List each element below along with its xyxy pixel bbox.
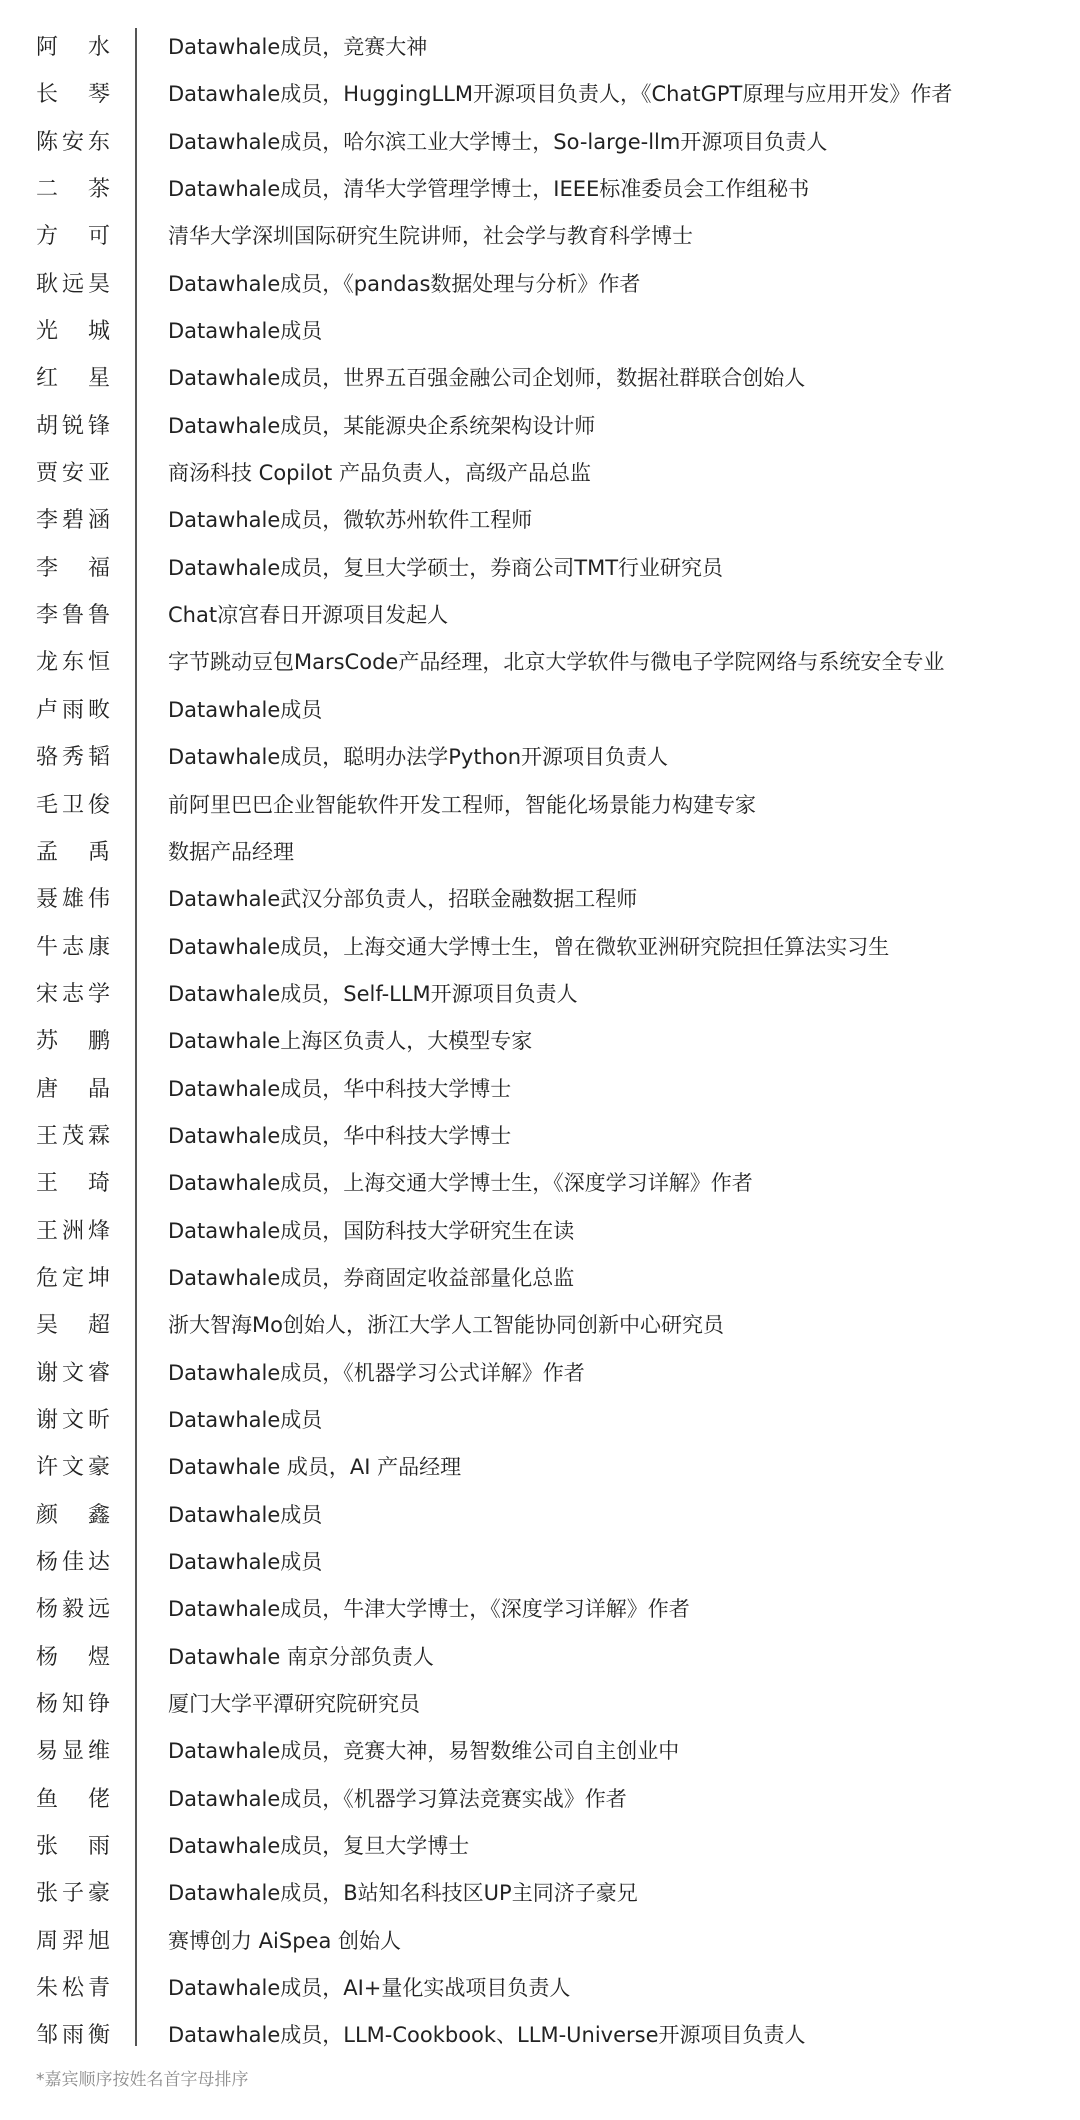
list-item <box>0 1066 1080 1113</box>
guest-description: Datawhale成员，竞赛大神 <box>168 35 428 59</box>
guest-name: 王洲烽 <box>36 1218 110 1244</box>
list-item <box>0 403 1080 450</box>
list-item <box>0 1965 1080 2012</box>
list-item <box>0 687 1080 734</box>
guest-description: 清华大学深圳国际研究生院讲师，社会学与教育科学博士 <box>168 224 693 249</box>
guest-description: Datawhale成员 <box>168 1550 323 1574</box>
list-item <box>0 1586 1080 1633</box>
list-item <box>0 1634 1080 1681</box>
list-item <box>0 876 1080 923</box>
guest-description: Datawhale成员 <box>168 319 323 344</box>
guest-name: 王 琦 <box>36 1171 110 1197</box>
guest-description: Datawhale 成员，AI 产品经理 <box>168 1455 462 1480</box>
guest-name: 杨 煜 <box>36 1644 110 1670</box>
guest-description: 赛博创力 AiSpea 创始人 <box>168 1928 401 1953</box>
guest-description: Datawhale成员，HuggingLLM开源项目负责人，《ChatGPT原理与应用开发》作者 <box>168 82 953 107</box>
guest-description: Datawhale成员，B站知名科技区UP主同济子豪兄 <box>168 1881 638 1906</box>
guest-description: Datawhale 南京分部负责人 <box>168 1644 434 1669</box>
list-item <box>0 782 1080 829</box>
guest-name: 阿 水 <box>36 35 110 60</box>
guest-description: Datawhale成员，LLM-Cookbook、LLM-Universe开源项目负责人 <box>168 2023 806 2048</box>
guest-description: Datawhale成员，券商固定收益部量化总监 <box>168 1265 575 1290</box>
guest-name: 李鲁鲁 <box>36 603 110 629</box>
guest-description: Datawhale成员，《机器学习公式详解》作者 <box>168 1360 585 1385</box>
list-item <box>0 1776 1080 1823</box>
guest-description: 浙大智海Mo创始人，浙江大学人工智能协同创新中心研究员 <box>168 1313 724 1338</box>
guest-name: 朱松青 <box>36 1976 110 2002</box>
guest-name: 李碧涵 <box>36 508 110 534</box>
guest-description: Datawhale成员，牛津大学博士，《深度学习详解》作者 <box>168 1597 690 1622</box>
guest-description: Datawhale成员，复旦大学博士 <box>168 1834 470 1859</box>
guest-name: 红 星 <box>36 366 110 392</box>
guest-description: Datawhale成员，微软苏州软件工程师 <box>168 508 533 533</box>
list-item <box>0 2012 1080 2059</box>
list-item <box>0 734 1080 781</box>
list-item <box>0 971 1080 1018</box>
guest-description: Datawhale成员，华中科技大学博士 <box>168 1076 512 1101</box>
list-item <box>0 261 1080 308</box>
guest-name: 牛志康 <box>36 934 110 960</box>
guest-description: Datawhale成员，Self-LLM开源项目负责人 <box>168 981 578 1006</box>
guest-description: Datawhale成员，《机器学习算法竞赛实战》作者 <box>168 1786 627 1811</box>
guest-description: Chat凉宫春日开源项目发起人 <box>168 603 449 628</box>
guest-name: 唐 晶 <box>36 1076 110 1102</box>
list-item <box>0 71 1080 118</box>
guest-name: 聂雄伟 <box>36 887 110 913</box>
guest-name: 吴 超 <box>36 1313 110 1339</box>
guest-name: 李 福 <box>36 555 110 581</box>
list-item <box>0 1444 1080 1491</box>
list-item <box>0 450 1080 497</box>
guest-description: Datawhale成员，某能源央企系统架构设计师 <box>168 413 596 438</box>
guest-description: Datawhale成员，复旦大学硕士，券商公司TMT行业研究员 <box>168 555 724 580</box>
list-item <box>0 1539 1080 1586</box>
list-item <box>0 592 1080 639</box>
guest-name: 周羿旭 <box>36 1928 110 1954</box>
guest-description: Datawhale成员，竞赛大神，易智数维公司自主创业中 <box>168 1739 680 1764</box>
guest-name: 二 茶 <box>36 177 110 203</box>
list-item <box>0 1208 1080 1255</box>
list-item <box>0 1870 1080 1917</box>
guest-name: 张 雨 <box>36 1834 110 1860</box>
guest-name: 胡锐锋 <box>36 413 110 439</box>
guest-name: 谢文昕 <box>36 1407 110 1433</box>
guest-name: 方 可 <box>36 224 110 250</box>
list-item <box>0 545 1080 592</box>
list-item <box>0 1728 1080 1775</box>
guest-description: Datawhale成员，AI+量化实战项目负责人 <box>168 1976 571 2001</box>
guest-name: 龙东恒 <box>36 650 110 676</box>
guest-description: 数据产品经理 <box>168 839 294 864</box>
list-item <box>0 1397 1080 1444</box>
guest-name: 鱼 佬 <box>36 1786 110 1812</box>
guest-description: Datawhale成员 <box>168 697 323 722</box>
guest-description: Datawhale成员，国防科技大学研究生在读 <box>168 1218 575 1243</box>
guest-name: 光 城 <box>36 319 110 345</box>
list-item <box>0 1160 1080 1207</box>
list-item <box>0 1018 1080 1065</box>
guest-name: 宋志学 <box>36 981 110 1007</box>
list-item <box>0 1302 1080 1349</box>
column-divider <box>135 28 137 2046</box>
guest-description: Datawhale成员，上海交通大学博士生，《深度学习详解》作者 <box>168 1171 753 1196</box>
list-item <box>0 24 1080 71</box>
guest-name: 许文豪 <box>36 1455 110 1481</box>
guest-description: Datawhale成员，上海交通大学博士生，曾在微软亚洲研究院担任算法实习生 <box>168 934 890 959</box>
list-item <box>0 1918 1080 1965</box>
guest-name: 杨佳达 <box>36 1550 110 1575</box>
guest-name: 长 琴 <box>36 82 110 108</box>
guest-description: 商汤科技 Copilot 产品负责人，高级产品总监 <box>168 461 591 486</box>
guest-name: 毛卫俊 <box>36 792 110 818</box>
guest-description: Datawhale成员 <box>168 1407 323 1432</box>
guest-description: Datawhale成员，《pandas数据处理与分析》作者 <box>168 271 641 296</box>
list-item <box>0 1255 1080 1302</box>
guest-name: 颜 鑫 <box>36 1502 110 1528</box>
list-item <box>0 166 1080 213</box>
guest-description: 字节跳动豆包MarsCode产品经理，北京大学软件与微电子学院网络与系统安全专业 <box>168 650 945 675</box>
list-item <box>0 829 1080 876</box>
list-item <box>0 924 1080 971</box>
list-item <box>0 1113 1080 1160</box>
guest-name: 陈安东 <box>36 129 110 155</box>
guest-name: 易显维 <box>36 1739 110 1765</box>
guest-name: 贾安亚 <box>36 461 110 487</box>
list-item <box>0 1350 1080 1397</box>
guest-name: 骆秀韬 <box>36 745 110 771</box>
guest-description: Datawhale成员，清华大学管理学博士，IEEE标准委员会工作组秘书 <box>168 177 810 202</box>
guest-name: 耿远昊 <box>36 271 110 297</box>
list-item <box>0 119 1080 166</box>
list-item <box>0 639 1080 686</box>
guest-name: 孟 禹 <box>36 839 110 865</box>
list-item <box>0 308 1080 355</box>
guest-name: 王茂霖 <box>36 1123 110 1149</box>
guest-name: 谢文睿 <box>36 1360 110 1386</box>
guest-description: Datawhale武汉分部负责人，招联金融数据工程师 <box>168 887 638 912</box>
guest-name: 杨毅远 <box>36 1597 110 1623</box>
guest-description: Datawhale成员，世界五百强金融公司企划师，数据社群联合创始人 <box>168 366 806 391</box>
guest-name: 卢雨畋 <box>36 697 110 723</box>
guest-name: 苏 鹏 <box>36 1029 110 1055</box>
guest-description: Datawhale上海区负责人，大模型专家 <box>168 1029 533 1054</box>
list-item <box>0 213 1080 260</box>
footnote: *嘉宾顺序按姓名首字母排序 <box>36 2070 249 2090</box>
guest-list <box>0 24 1080 2060</box>
guest-description: 厦门大学平潭研究院研究员 <box>168 1692 420 1717</box>
list-item <box>0 1823 1080 1870</box>
guest-name: 危定坤 <box>36 1265 110 1291</box>
guest-name: 邹雨衡 <box>36 2023 110 2049</box>
guest-description: Datawhale成员，聪明办法学Python开源项目负责人 <box>168 745 669 770</box>
list-item <box>0 497 1080 544</box>
list-item <box>0 1492 1080 1539</box>
list-item <box>0 355 1080 402</box>
guest-description: Datawhale成员 <box>168 1502 323 1527</box>
guest-description: Datawhale成员，华中科技大学博士 <box>168 1123 512 1148</box>
guest-description: Datawhale成员，哈尔滨工业大学博士，So-large-llm开源项目负责人 <box>168 129 828 154</box>
guest-name: 张子豪 <box>36 1881 110 1907</box>
guest-description: 前阿里巴巴企业智能软件开发工程师，智能化场景能力构建专家 <box>168 792 756 817</box>
list-item <box>0 1681 1080 1728</box>
guest-name: 杨知铮 <box>36 1692 110 1718</box>
